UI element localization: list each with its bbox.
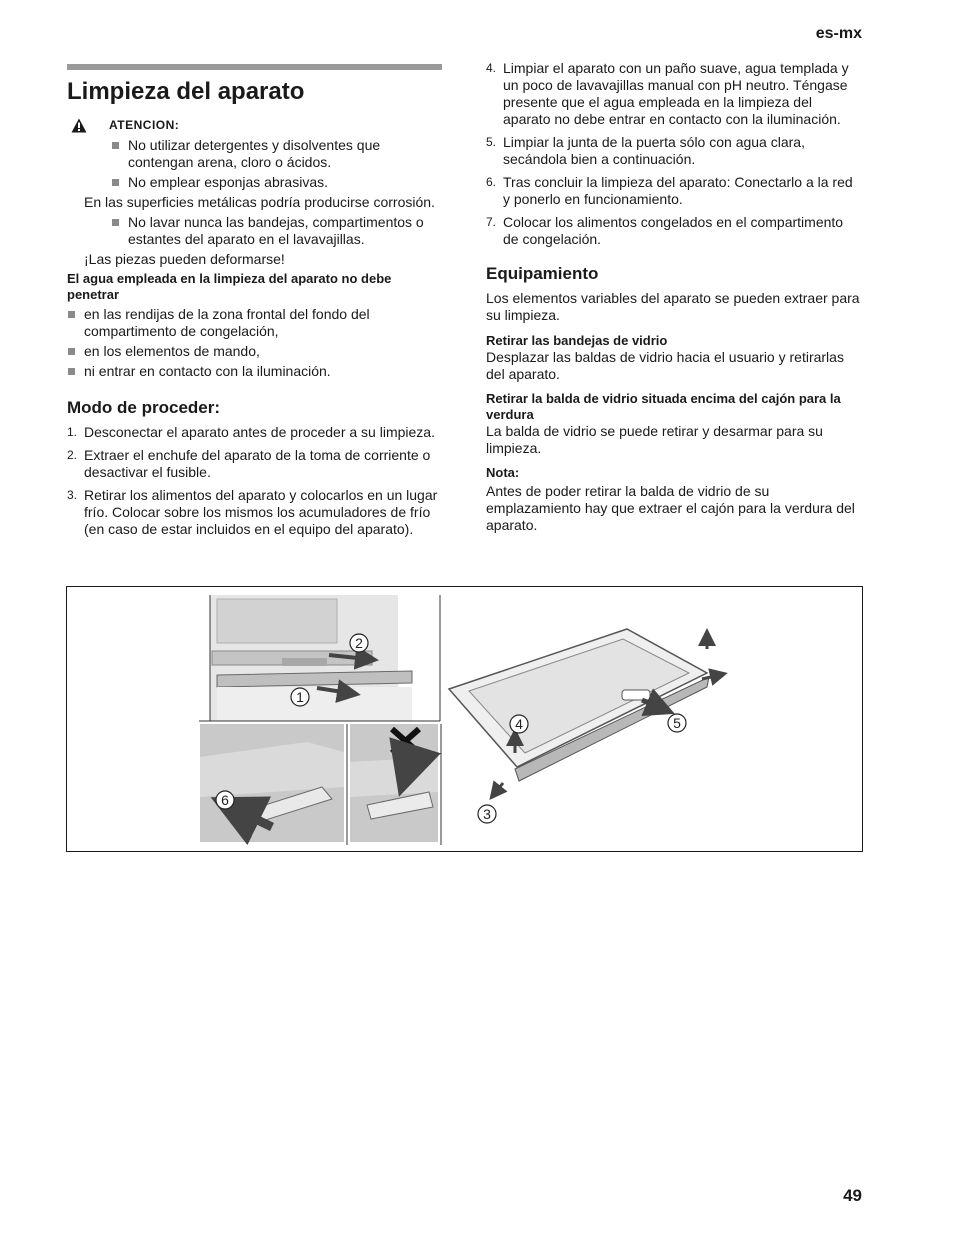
callout-3 (478, 805, 496, 823)
language-code: es-mx (815, 25, 862, 42)
step-text: Limpiar el aparato con un paño suave, agua templada y un poco de lavavajillas manual con pH neutro. Téngase presente que el agua empleada en la limpieza del aparato no debe entrar en contacto con la iluminación. (503, 60, 849, 127)
procedure-steps (67, 424, 442, 538)
list-item: No lavar nunca las bandejas, compartimentos o estantes del aparato en el lavavajillas. (111, 214, 442, 248)
step-number: 3. (67, 488, 78, 502)
step-item (67, 447, 442, 481)
illustration-figure (66, 586, 863, 852)
callout-label: 3 (483, 806, 491, 822)
callout-label: 1 (296, 689, 304, 705)
step-text: Desconectar el aparato antes de proceder a su limpieza. (84, 424, 435, 440)
note-heading: Nota: (486, 465, 520, 480)
panel-glass-shelf (449, 629, 719, 793)
callout-2 (350, 634, 368, 652)
warning-bullets (67, 137, 442, 191)
shelves-heading: Retirar las bandejas de vidrio (486, 333, 668, 348)
step-number: 2. (67, 448, 78, 462)
callout-label: 2 (355, 635, 363, 651)
warning-label: ATENCION: (109, 117, 180, 132)
equipment-text: Los elementos variables del aparato se pueden extraer para su limpieza. (486, 290, 860, 323)
callout-5 (668, 714, 686, 732)
page-number: 49 (843, 1186, 862, 1205)
step-text: Retirar los alimentos del aparato y colocarlos en un lugar frío. Colocar sobre los mismos los acumuladores de frío (en caso de estar incluidos en el equipo del aparato). (84, 487, 438, 537)
procedure-heading: Modo de proceder: (67, 398, 221, 417)
step-number: 1. (67, 425, 78, 439)
list-item: No utilizar detergentes y disolventes que contengan arena, cloro o ácidos. (111, 137, 442, 171)
step-text: Limpiar la junta de la puerta sólo con agua clara, secándola bien a continuación. (503, 134, 805, 167)
step-item (486, 134, 862, 168)
step-number: 5. (486, 135, 497, 149)
panel-wrong-placement (350, 724, 438, 842)
right-column (486, 60, 862, 534)
section-title: Limpieza del aparato (67, 78, 305, 105)
step-item (486, 60, 862, 128)
procedure-steps-continued (486, 60, 862, 248)
left-column (67, 64, 442, 544)
dishwasher-bullet (67, 214, 442, 248)
crisper-text: La balda de vidrio se puede retirar y desarmar para su limpieza. (486, 423, 823, 456)
callout-label: 6 (221, 792, 229, 808)
deform-note: ¡Las piezas pueden deformarse! (84, 251, 285, 267)
step-item (67, 424, 442, 441)
list-item: No emplear esponjas abrasivas. (111, 174, 442, 191)
shelves-text: Desplazar las baldas de vidrio hacia el usuario y retirarlas del aparato. (486, 349, 844, 382)
step-number: 4. (486, 61, 497, 75)
step-number: 7. (486, 215, 497, 229)
callout-4 (510, 715, 528, 733)
warning-block (71, 116, 442, 134)
callout-6 (216, 791, 234, 809)
list-item: ni entrar en contacto con la iluminación. (67, 363, 442, 380)
water-heading: El agua empleada en la limpieza del aparato no debe penetrar (67, 271, 392, 302)
step-text: Tras concluir la limpieza del aparato: Conectarlo a la red y ponerlo en funcionamiento. (503, 174, 853, 207)
step-number: 6. (486, 175, 497, 189)
shelf-removal-illustration (67, 587, 862, 851)
water-bullets (67, 306, 442, 380)
corrosion-note: En las superficies metálicas podría producirse corrosión. (84, 194, 435, 210)
callout-label: 5 (673, 715, 681, 731)
equipment-heading: Equipamiento (486, 264, 599, 283)
arrow-icon (495, 783, 503, 793)
list-item: en los elementos de mando, (67, 343, 442, 360)
step-item (67, 487, 442, 538)
panel-rail-insert (200, 724, 344, 842)
callout-label: 4 (515, 716, 523, 732)
panel-fridge-shelf (199, 595, 440, 721)
callout-1 (291, 688, 309, 706)
step-item (486, 174, 862, 208)
arrow-icon (702, 675, 719, 679)
arrow-icon (407, 755, 412, 771)
list-item: en las rendijas de la zona frontal del fondo del compartimento de congelación, (67, 306, 442, 340)
section-rule (67, 64, 442, 70)
step-text: Colocar los alimentos congelados en el compartimento de congelación. (503, 214, 844, 247)
warning-triangle-icon (71, 118, 87, 133)
note-text: Antes de poder retirar la balda de vidrio de su emplazamiento hay que extraer el cajón para la verdura del aparato. (486, 483, 855, 533)
crisper-heading: Retirar la balda de vidrio situada encima del cajón para la verdura (486, 391, 841, 422)
step-item (486, 214, 862, 248)
step-text: Extraer el enchufe del aparato de la toma de corriente o desactivar el fusible. (84, 447, 431, 480)
